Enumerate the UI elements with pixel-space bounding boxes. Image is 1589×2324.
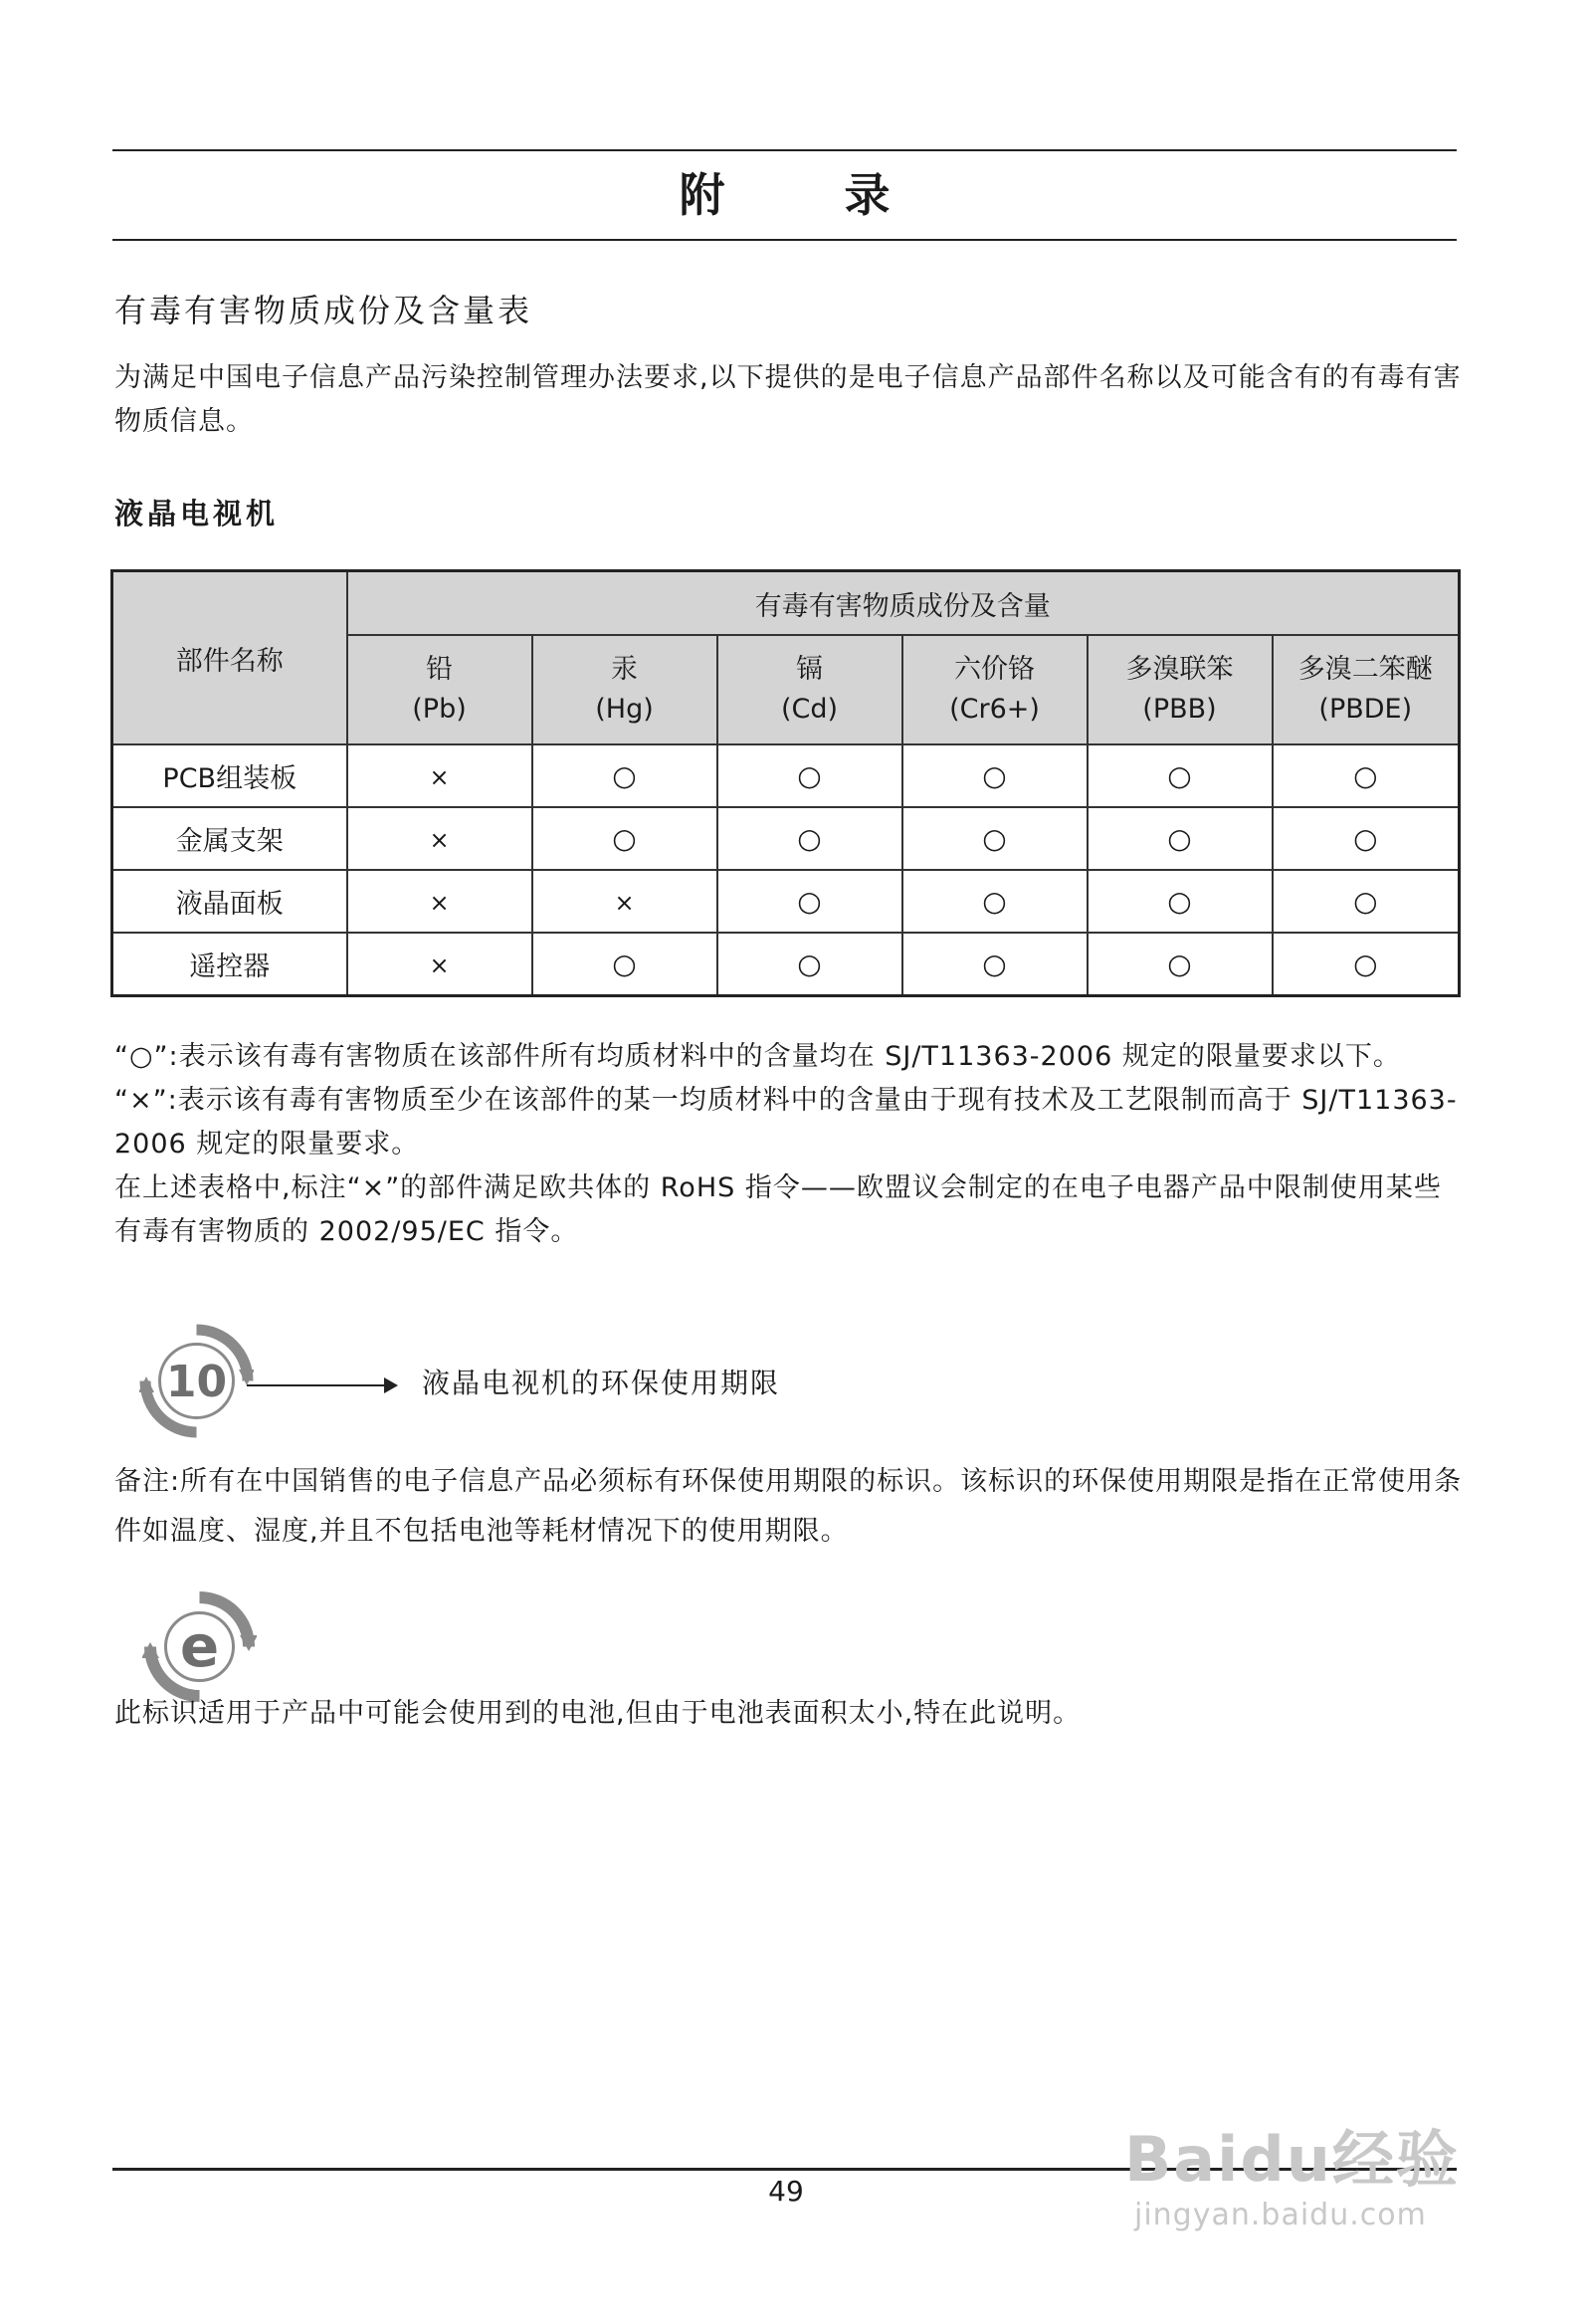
compliant-mark: ○: [1167, 948, 1192, 980]
compliant-mark: ○: [982, 759, 1007, 792]
substance-mark-cell: [1088, 807, 1273, 870]
substance-mark-cell: [717, 807, 902, 870]
compliant-mark: ○: [797, 759, 822, 792]
cross-note: “×”:表示该有毒有害物质至少在该部件的某一均质材料中的含量由于现有技术及工艺限制而高于 SJ/T11363-2006 规定的限量要求。: [114, 1085, 1458, 1160]
substance-mark-cell: [347, 807, 532, 870]
watermark-brand: Baidu经验: [1124, 2123, 1460, 2196]
substance-mark-cell: [1273, 807, 1460, 870]
substance-mark-cell: [347, 933, 532, 996]
substance-column-header: [1273, 635, 1460, 744]
watermark: [1114, 2070, 1512, 2249]
remark-paragraph: 备注:所有在中国销售的电子信息产品必须标有环保使用期限的标识。该标识的环保使用期限是指在正常使用条件如温度、湿度,并且不包括电池等耗材情况下的使用期限。: [114, 1466, 1463, 1547]
compliant-mark: ○: [797, 948, 822, 980]
battery-note: 此标识适用于产品中可能会使用到的电池,但由于电池表面积太小,特在此说明。: [114, 1698, 1082, 1729]
substance-column-header: [717, 635, 902, 744]
top-rule: [112, 149, 1457, 151]
substance-mark-cell: [1273, 744, 1460, 807]
substance-mark-cell: [902, 807, 1088, 870]
rohs-note: 在上述表格中,标注“×”的部件满足欧共体的 RoHS 指令——欧盟议会制定的在电子电器产品中限制使用某些有毒有害物质的 2002/95/EC 指令。: [114, 1172, 1442, 1247]
substance-mark-cell: [717, 933, 902, 996]
substance-symbol: (Pb): [412, 694, 467, 725]
substance-column-header: [532, 635, 717, 744]
compliant-mark: ○: [612, 822, 637, 855]
intro-paragraph: 为满足中国电子信息产品污染控制管理办法要求,以下提供的是电子信息产品部件名称以及可能含有的有毒有害物质信息。: [114, 362, 1462, 437]
eco-period-caption: 液晶电视机的环保使用期限: [422, 1367, 781, 1399]
subsection-title: 液晶电视机: [114, 497, 280, 530]
arrow-line: [247, 1384, 384, 1386]
compliant-mark: ○: [1167, 885, 1192, 918]
substance-mark-cell: [902, 744, 1088, 807]
table-row: [112, 807, 1460, 870]
compliant-mark: ○: [1353, 948, 1378, 980]
substance-mark-cell: [717, 870, 902, 933]
arrow-right-icon: [384, 1377, 398, 1393]
compliant-mark: ○: [982, 822, 1007, 855]
section-title: 有毒有害物质成份及含量表: [114, 292, 533, 329]
exceeds-mark: ×: [429, 889, 450, 917]
compliant-mark: ○: [1167, 822, 1192, 855]
part-name-cell: PCB组装板: [112, 744, 347, 807]
compliant-mark: ○: [797, 822, 822, 855]
substance-symbol: (PBDE): [1318, 694, 1413, 725]
compliant-mark: ○: [1167, 759, 1192, 792]
compliant-mark: ○: [982, 885, 1007, 918]
compliant-mark: ○: [612, 948, 637, 980]
substance-symbol: (PBB): [1142, 694, 1217, 725]
substance-mark-cell: [347, 870, 532, 933]
eco-period-10-logo-icon: [139, 1324, 254, 1438]
table-row: [112, 933, 1460, 996]
compliant-mark: ○: [1353, 822, 1378, 855]
substance-name: 汞: [611, 654, 638, 685]
substance-column-header: [902, 635, 1088, 744]
compliant-mark: ○: [1353, 885, 1378, 918]
substance-mark-cell: [347, 744, 532, 807]
watermark-url: jingyan.baidu.com: [1134, 2198, 1427, 2232]
compliant-mark: ○: [612, 759, 637, 792]
exceeds-mark: ×: [614, 889, 635, 917]
substance-mark-cell: [902, 933, 1088, 996]
heading-rule: [112, 239, 1457, 241]
substance-mark-cell: [532, 933, 717, 996]
part-name-cell: 液晶面板: [112, 870, 347, 933]
substance-mark-cell: [532, 870, 717, 933]
substance-mark-cell: [1088, 933, 1273, 996]
substance-group-header: 有毒有害物质成份及含量: [347, 571, 1460, 636]
substance-symbol: (Hg): [595, 694, 654, 725]
substance-mark-cell: [1273, 870, 1460, 933]
table-row: [112, 744, 1460, 807]
substance-symbol: (Cr6+): [949, 694, 1040, 725]
substance-column-header: [1088, 635, 1273, 744]
table-row: [112, 870, 1460, 933]
substance-mark-cell: [902, 870, 1088, 933]
substance-name: 铅: [426, 654, 453, 685]
substance-mark-cell: [1088, 870, 1273, 933]
compliant-mark: ○: [982, 948, 1007, 980]
substance-mark-cell: [1273, 933, 1460, 996]
table-body: [112, 744, 1460, 996]
battery-logo-letter: e: [179, 1612, 220, 1680]
page-heading: 附录: [679, 168, 1010, 222]
substance-mark-cell: [1088, 744, 1273, 807]
compliant-mark: ○: [797, 885, 822, 918]
notes: [114, 1035, 1468, 1254]
battery-e-logo-icon: [142, 1589, 257, 1704]
part-name-cell: 遥控器: [112, 933, 347, 996]
substance-table: [110, 569, 1458, 997]
circle-note: “○”:表示该有毒有害物质在该部件所有均质材料中的含量均在 SJ/T11363-2006 规定的限量要求以下。: [114, 1041, 1401, 1072]
eco-period-number: 10: [165, 1357, 228, 1407]
substance-column-header: [347, 635, 532, 744]
substance-mark-cell: [717, 744, 902, 807]
substance-mark-cell: [532, 807, 717, 870]
substance-name: 镉: [796, 654, 823, 685]
substance-name: 多溴二笨醚: [1297, 654, 1433, 685]
compliant-mark: ○: [1353, 759, 1378, 792]
page-number: 49: [768, 2175, 804, 2208]
substance-symbol: (Cd): [780, 694, 839, 725]
substance-mark-cell: [532, 744, 717, 807]
exceeds-mark: ×: [429, 763, 450, 791]
part-name-cell: 金属支架: [112, 807, 347, 870]
substance-name: 多溴联笨: [1125, 654, 1234, 685]
exceeds-mark: ×: [429, 826, 450, 854]
substance-name: 六价铬: [954, 654, 1035, 685]
exceeds-mark: ×: [429, 951, 450, 979]
part-name-header: 部件名称: [112, 571, 347, 745]
